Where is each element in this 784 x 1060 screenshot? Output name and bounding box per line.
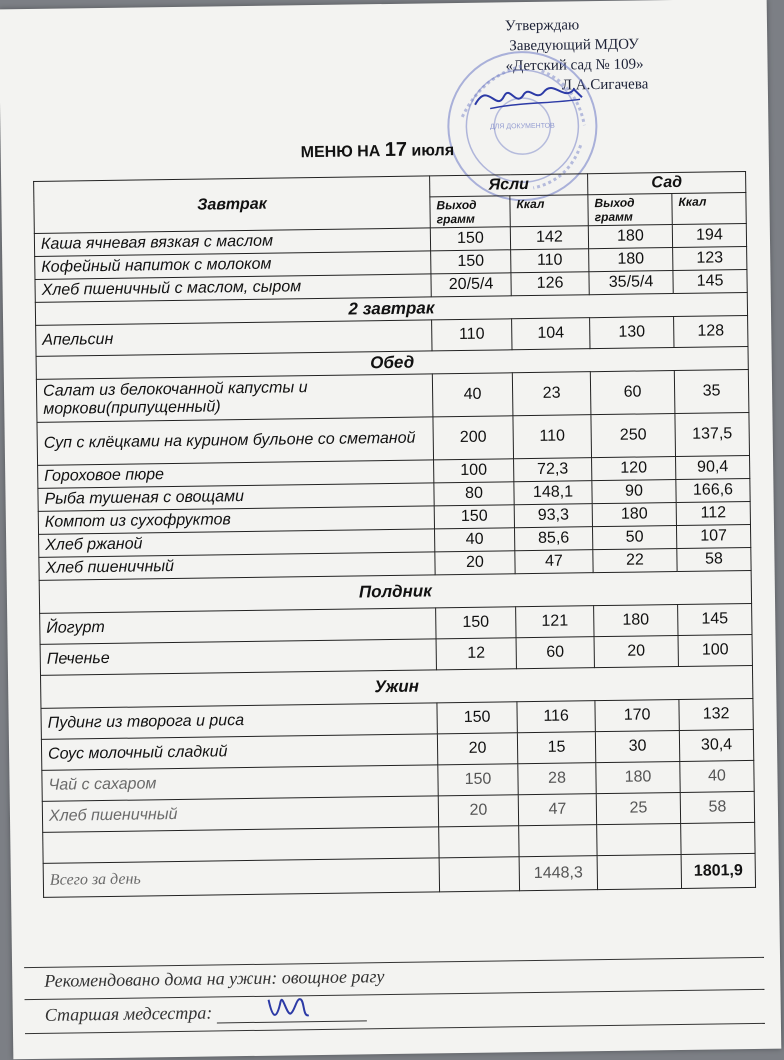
- nurse-line: [45, 995, 765, 1026]
- nursery-weight: 150: [434, 505, 514, 529]
- dinner-recommendation: Рекомендовано дома на ужин: овощное рагу: [44, 966, 385, 991]
- director-signature-icon: [470, 71, 591, 123]
- nursery-weight: 100: [434, 459, 514, 483]
- nursery-kcal: 116: [517, 701, 595, 733]
- kindergarten-weight: 180: [596, 761, 680, 793]
- empty-cell: [681, 822, 755, 854]
- nursery-weight: 150: [438, 764, 518, 796]
- nursery-weight: 110: [432, 319, 512, 351]
- kindergarten-weight: 250: [591, 414, 676, 458]
- kindergarten-kcal: 107: [676, 524, 750, 548]
- kindergarten-weight: 180: [592, 503, 676, 527]
- kindergarten-kcal: 137,5: [675, 412, 750, 456]
- nursery-weight: 150: [430, 227, 510, 251]
- menu-title: [301, 138, 455, 163]
- kindergarten-kcal: 100: [678, 634, 752, 666]
- empty-cell: [519, 825, 597, 857]
- total-kindergarten-kcal: 1801,9: [681, 853, 755, 888]
- nursery-weight: 150: [437, 702, 517, 734]
- nursery-kcal: 126: [511, 272, 589, 296]
- nursery-kcal: 23: [512, 372, 591, 416]
- section-title-breakfast2: 2 завтрак: [35, 292, 747, 325]
- nursery-kcal: 72,3: [514, 458, 592, 482]
- kindergarten-weight: 50: [593, 525, 677, 549]
- meal-header: Завтрак: [34, 176, 431, 234]
- approval-line-1: Утверждаю: [504, 17, 580, 35]
- kindergarten-kcal: 40: [680, 760, 754, 792]
- empty-cell: [439, 857, 519, 892]
- kindergarten-kcal: 90,4: [676, 455, 750, 479]
- nursery-weight: 20: [438, 795, 518, 827]
- weight-header: Выход грамм: [588, 194, 672, 226]
- group-nursery-header: Ясли: [430, 174, 588, 197]
- kindergarten-weight: 30: [595, 730, 679, 762]
- kindergarten-weight: 180: [588, 225, 672, 249]
- kindergarten-kcal: 194: [672, 223, 746, 247]
- nursery-weight: 12: [436, 638, 516, 670]
- snack-section: [40, 603, 753, 675]
- nurse-label: Старшая медсестра:: [44, 1002, 213, 1025]
- kindergarten-kcal: 58: [680, 791, 754, 823]
- nursery-kcal: 60: [516, 637, 594, 669]
- nursery-kcal: 93,3: [514, 504, 592, 528]
- kindergarten-kcal: 35: [674, 369, 749, 413]
- approval-line-4: Л.А.Сигачева: [561, 76, 649, 94]
- dish-name: Компот из сухофруктов: [38, 506, 434, 535]
- approval-line-2: Заведующий МДОУ: [509, 36, 639, 55]
- seal-text: ДЛЯ ДОКУМЕНТОВ: [489, 122, 555, 131]
- dish-name: Хлеб пшеничный: [39, 552, 435, 581]
- nursery-weight: 80: [434, 482, 514, 506]
- nursery-kcal: 85,6: [514, 527, 592, 551]
- nursery-weight: 150: [431, 250, 511, 274]
- total-nursery-kcal: 1448,3: [519, 856, 597, 891]
- nursery-weight: 200: [433, 416, 514, 460]
- weight-header: Выход грамм: [430, 196, 510, 228]
- lunch-section: [36, 369, 751, 580]
- kindergarten-kcal: 132: [679, 698, 753, 730]
- nursery-weight: 20: [435, 551, 515, 575]
- dish-name: Каша ячневая вязкая с маслом: [34, 228, 430, 257]
- dinner-section: [41, 698, 755, 832]
- kindergarten-weight: 20: [594, 635, 678, 667]
- breakfast-section: [34, 223, 747, 302]
- dish-name: Салат из белокочанной капусты и моркови(припущенный): [36, 374, 433, 423]
- menu-table: [33, 171, 756, 898]
- title-day: 17: [384, 138, 408, 162]
- nursery-weight: 150: [436, 607, 516, 639]
- kindergarten-weight: 180: [594, 604, 678, 636]
- section-title-lunch: Обед: [36, 346, 748, 379]
- kindergarten-weight: 22: [593, 548, 677, 572]
- nursery-kcal: 148,1: [514, 481, 592, 505]
- dish-name: Рыба тушеная с овощами: [38, 483, 434, 512]
- nursery-kcal: 142: [510, 226, 588, 250]
- kindergarten-weight: 25: [596, 792, 680, 824]
- dish-name: Чай с сахаром: [42, 765, 438, 802]
- kindergarten-weight: 60: [590, 371, 675, 415]
- dish-name: Йогурт: [40, 608, 436, 645]
- dish-name: Соус молочный сладкий: [41, 734, 437, 771]
- kindergarten-weight: 90: [592, 480, 676, 504]
- kindergarten-kcal: 128: [674, 315, 748, 347]
- kindergarten-kcal: 30,4: [679, 729, 753, 761]
- nursery-weight: 40: [432, 373, 513, 417]
- dish-name: Хлеб пшеничный с маслом, сыром: [35, 274, 431, 303]
- nursery-kcal: 121: [516, 606, 594, 638]
- nursery-weight: 20: [437, 733, 517, 765]
- kindergarten-kcal: 58: [677, 547, 751, 571]
- kindergarten-kcal: 166,6: [676, 478, 750, 502]
- kindergarten-weight: 170: [595, 699, 679, 731]
- empty-cell: [597, 823, 681, 855]
- kindergarten-kcal: 123: [673, 246, 747, 270]
- kindergarten-kcal: 112: [676, 501, 750, 525]
- dish-name: Хлеб ржаной: [39, 529, 435, 558]
- nursery-weight: 20/5/4: [431, 273, 511, 297]
- dish-name: Кофейный напиток с молоком: [35, 251, 431, 280]
- nursery-kcal: 15: [517, 732, 595, 764]
- nursery-kcal: 28: [518, 763, 596, 795]
- dish-name: Пудинг из творога и риса: [41, 703, 437, 740]
- dish-name: Гороховое пюре: [38, 460, 434, 489]
- kindergarten-kcal: 145: [673, 269, 747, 293]
- kindergarten-weight: 120: [592, 457, 676, 481]
- nursery-kcal: 104: [512, 318, 590, 350]
- section-title-dinner: Ужин: [41, 665, 753, 708]
- nursery-weight: 40: [435, 528, 515, 552]
- kcal-header: Ккал: [672, 192, 746, 224]
- nursery-kcal: 47: [515, 550, 593, 574]
- empty-cell: [597, 854, 681, 889]
- group-kindergarten-header: Сад: [588, 172, 746, 195]
- kcal-header: Ккал: [510, 195, 588, 227]
- dish-name: Суп с клёцками на курином бульоне со сметаной: [37, 417, 434, 466]
- nursery-kcal: 47: [518, 794, 596, 826]
- title-prefix: МЕНЮ НА: [300, 143, 381, 162]
- kindergarten-weight: 180: [589, 248, 673, 272]
- empty-cell: [439, 826, 519, 858]
- approval-line-3: «Детский сад № 109»: [505, 56, 644, 75]
- kindergarten-weight: 35/5/4: [589, 271, 673, 295]
- section-title-snack: Полдник: [39, 570, 751, 613]
- dish-name: Печенье: [40, 639, 436, 676]
- dish-name: Хлеб пшеничный: [42, 796, 438, 833]
- nurse-signature-icon: [262, 989, 322, 1026]
- nursery-kcal: 110: [511, 249, 589, 273]
- dish-name: Апельсин: [36, 320, 432, 357]
- kindergarten-weight: 130: [590, 317, 674, 349]
- kindergarten-kcal: 145: [678, 603, 752, 635]
- title-month: июля: [411, 142, 455, 160]
- total-label: Всего за день: [43, 858, 439, 898]
- nursery-kcal: 110: [513, 415, 592, 459]
